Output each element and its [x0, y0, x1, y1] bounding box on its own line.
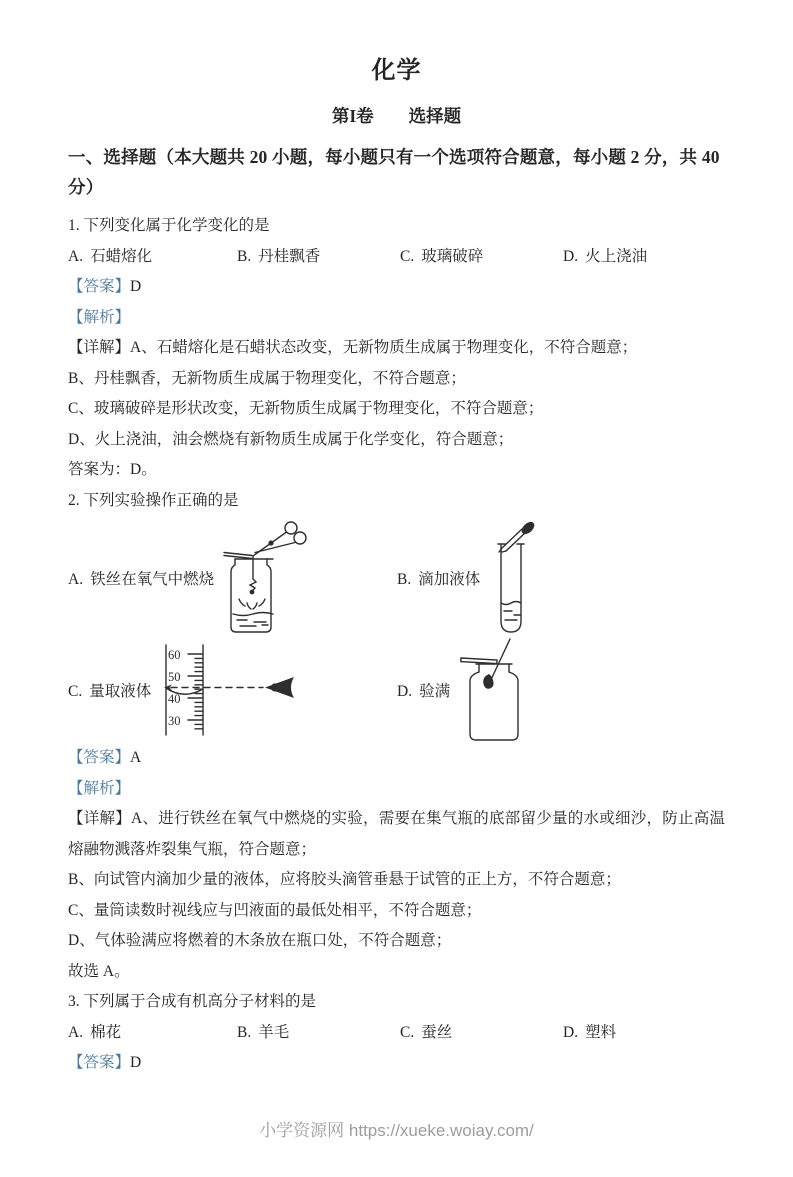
- gas-bottle-splint-figure: [458, 638, 538, 742]
- explanation-line: B、丹桂飘香，无新物质生成属于物理变化，不符合题意；: [68, 369, 466, 387]
- option-label: 羊毛: [258, 1023, 290, 1041]
- exam-page: [0, 55, 793, 1177]
- option-label: 蚕丝: [421, 1023, 453, 1041]
- iron-wire-icon: [250, 557, 256, 594]
- answer-line: [68, 272, 725, 303]
- eye-icon: [265, 677, 294, 698]
- question-stem-text: 下列实验操作正确的是: [83, 491, 239, 509]
- answer-label: 【答案】: [68, 1054, 131, 1071]
- option-c: [400, 1018, 563, 1049]
- question-2-options-row-1: [68, 518, 725, 638]
- cylinder-scale-label: 40: [168, 692, 181, 706]
- option-d: [563, 1018, 725, 1049]
- explanation-line: D、气体验满应将燃着的木条放在瓶口处，不符合题意；: [68, 932, 452, 949]
- option-label: 棉花: [90, 1023, 122, 1041]
- glass-lid-icon: [461, 658, 497, 664]
- question-3-stem: [68, 987, 725, 1018]
- question-stem-text: 下列变化属于化学变化的是: [83, 217, 270, 234]
- option-key: B.: [237, 1023, 252, 1041]
- water-layer-icon: [233, 613, 273, 627]
- explanation-line: 故选 A。: [68, 962, 130, 980]
- option-label: 玻璃破碎: [421, 247, 484, 265]
- answer-label: 【答案】: [68, 749, 131, 766]
- option-label: B. 滴加液体: [397, 571, 481, 588]
- option-label: D. 验满: [397, 683, 451, 700]
- option-label: 丹桂飘香: [258, 247, 321, 265]
- option-key: B.: [237, 247, 252, 265]
- option-key: C.: [400, 247, 415, 265]
- option-key: C.: [400, 1023, 415, 1041]
- option-b: [237, 1018, 400, 1049]
- test-tube-icon: [498, 544, 524, 632]
- answer-value: D: [130, 1054, 142, 1071]
- question-3-options: [68, 1018, 725, 1049]
- option-key: A.: [68, 247, 84, 265]
- option-a: [68, 519, 397, 637]
- answer-value: A: [130, 749, 142, 766]
- wood-splint-icon: [489, 639, 510, 684]
- option-d: [397, 638, 725, 742]
- option-d: [563, 242, 725, 273]
- option-label: C. 量取液体: [68, 683, 152, 700]
- answer-line: [68, 1048, 725, 1079]
- explanation-line: C、玻璃破碎是形状改变，无新物质生成属于物理变化，不符合题意；: [68, 400, 544, 417]
- question-1-options: [68, 242, 725, 273]
- gas-bottle-icon: [470, 664, 518, 740]
- explanation-line: 【详解】A、石蜡熔化是石蜡状态改变，无新物质生成属于物理变化，不符合题意；: [68, 339, 638, 356]
- iron-wire-burning-figure: [222, 519, 308, 637]
- option-a: [68, 242, 237, 273]
- answer-label: 【答案】: [68, 278, 131, 295]
- dropper-icon: [499, 521, 537, 552]
- dropper-test-tube-figure: [488, 521, 542, 635]
- explanation-line: C、量筒读数时视线应与凹液面的最低处相平，不符合题意；: [68, 901, 482, 919]
- option-label: 石蜡熔化: [90, 247, 153, 265]
- crucible-tongs-icon: [253, 522, 306, 556]
- question-number: 1.: [68, 217, 80, 234]
- answer-line: [68, 743, 725, 774]
- option-a: [68, 1018, 237, 1049]
- option-label: 火上浇油: [585, 247, 648, 265]
- option-key: D.: [563, 1023, 579, 1041]
- option-key: D.: [563, 247, 579, 265]
- sparks-icon: [239, 599, 265, 609]
- cylinder-scale-label: 60: [168, 648, 181, 662]
- footer-watermark: 小学资源网 https://xueke.woiay.com/: [259, 1121, 534, 1140]
- question-1-stem: [68, 211, 725, 242]
- analysis-label: 【解析】: [68, 308, 131, 326]
- option-b: [237, 242, 400, 273]
- page-title: 化学: [371, 58, 422, 84]
- analysis-label: 【解析】: [68, 779, 131, 797]
- option-label: 塑料: [585, 1023, 617, 1041]
- cylinder-scale: [188, 654, 203, 729]
- option-label: A. 铁丝在氧气中燃烧: [68, 571, 215, 588]
- answer-value: D: [130, 278, 142, 295]
- option-c: [68, 642, 397, 738]
- option-b: [397, 521, 725, 635]
- question-stem-text: 下列属于合成有机高分子材料的是: [83, 993, 317, 1010]
- analysis-line: [68, 774, 725, 805]
- explanation-line: D、火上浇油，油会燃烧有新物质生成属于化学变化，符合题意；: [68, 430, 514, 448]
- graduated-cylinder-figure: [159, 642, 301, 738]
- cylinder-scale-label: 30: [168, 714, 181, 728]
- question-2-stem: [68, 486, 725, 517]
- option-key: A.: [68, 1023, 84, 1041]
- question-2-options-row-2: [68, 638, 725, 740]
- gas-bottle-icon: [224, 553, 273, 633]
- explanation-paragraph: 【详解】A、进行铁丝在氧气中燃烧的实验，需要在集气瓶的底部留少量的水或细沙，防止高温熔融物溅落炸裂集气瓶，符合题意；: [68, 810, 725, 858]
- analysis-line: [68, 303, 725, 334]
- option-c: [400, 242, 563, 273]
- explanation-line: 答案为：D。: [68, 461, 157, 478]
- question-number: 3.: [68, 993, 80, 1010]
- question-number: 2.: [68, 491, 80, 509]
- cylinder-scale-label: 50: [168, 670, 181, 684]
- part-header: 第I卷 选择题: [331, 106, 462, 126]
- explanation-line: B、向试管内滴加少量的液体，应将胶头滴管垂悬于试管的正上方，不符合题意；: [68, 871, 621, 888]
- section-header: 一、选择题（本大题共 20 小题，每小题只有一个选项符合题意，每小题 2 分，共 40 分）: [68, 147, 720, 197]
